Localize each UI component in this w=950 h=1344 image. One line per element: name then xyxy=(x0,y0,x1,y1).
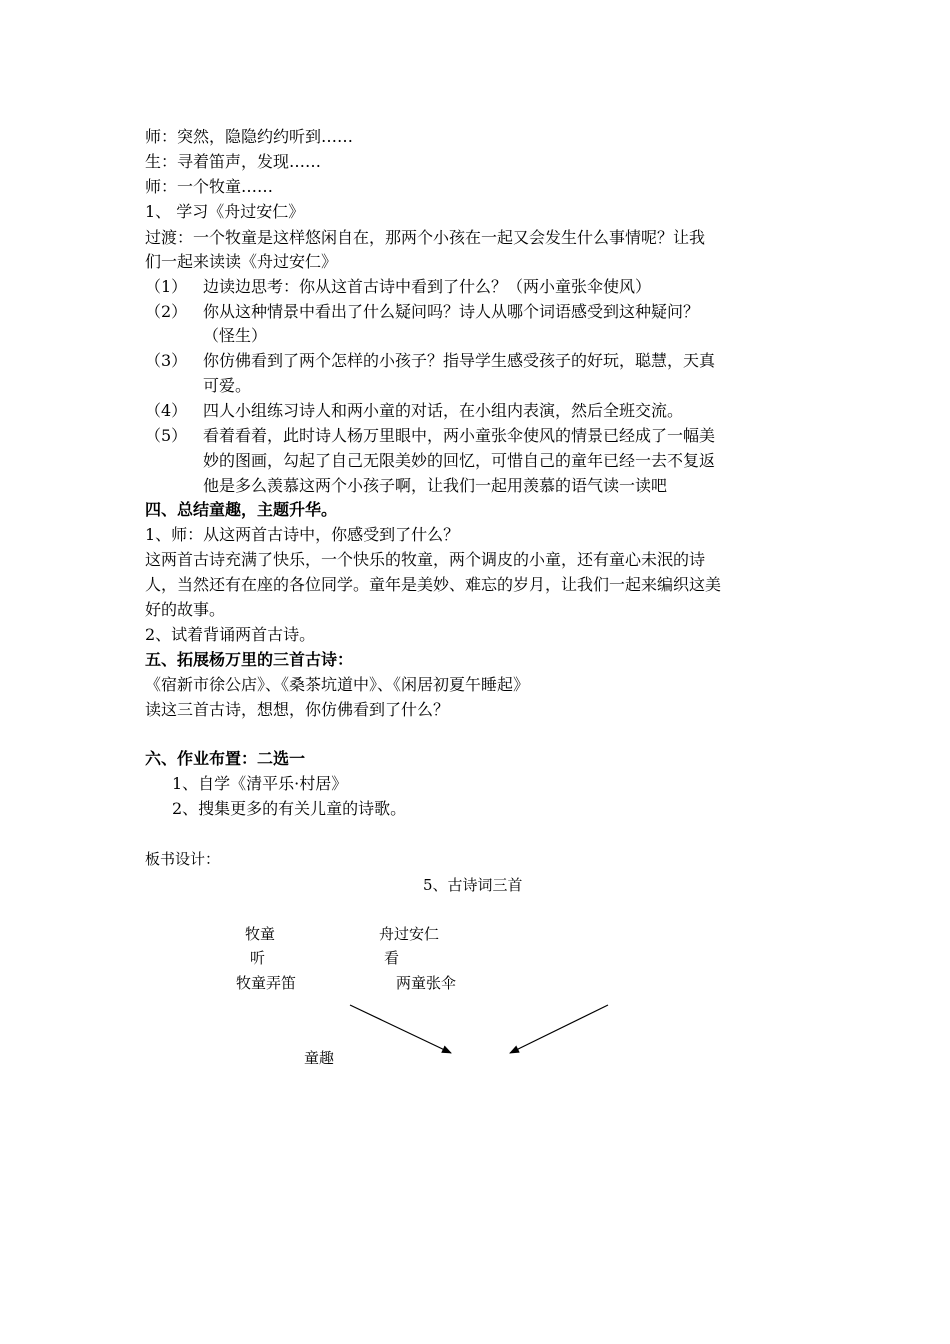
board-right-2: 看 xyxy=(384,949,400,967)
heading-section-6: 六、作业布置：二选一 xyxy=(145,749,306,768)
transition-line-2: 们一起来读读《舟过安仁》 xyxy=(145,252,338,271)
summary-line-3: 人，当然还有在座的各位同学。童年是美妙、难忘的岁月，让我们一起来编织这美 xyxy=(145,575,722,594)
board-left-1: 牧童 xyxy=(245,925,276,943)
dialogue-line-3: 师：一个牧童…… xyxy=(145,177,274,196)
summary-line-1: 1、师：从这两首古诗中，你感受到了什么？ xyxy=(145,525,460,544)
heading-section-4: 四、总结童趣，主题升华。 xyxy=(145,500,338,519)
dialogue-line-1: 师：突然，隐隐约约听到…… xyxy=(145,127,354,146)
homework-1: 1、自学《清平乐·村居》 xyxy=(172,774,348,793)
board-title: 5、古诗词三首 xyxy=(423,876,523,894)
board-label: 板书设计： xyxy=(145,850,221,868)
item-3-text: 你仿佛看到了两个怎样的小孩子？指导学生感受孩子的好玩，聪慧，天真 xyxy=(203,351,716,370)
homework-2: 2、搜集更多的有关儿童的诗歌。 xyxy=(172,799,407,818)
item-5-number: （5） xyxy=(145,426,188,445)
item-2-text-cont: （怪生） xyxy=(203,326,268,345)
item-1-number: （1） xyxy=(145,277,188,296)
item-2-text: 你从这种情景中看出了什么疑问吗？诗人从哪个词语感受到这种疑问？ xyxy=(203,302,700,321)
board-right-1: 舟过安仁 xyxy=(379,925,440,943)
section-learn-title: 1、 学习《舟过安仁》 xyxy=(145,202,305,221)
arrow-right xyxy=(510,1005,608,1053)
item-5-text-cont-2: 他是多么羡慕这两个小孩子啊，让我们一起用羡慕的语气读一读吧 xyxy=(203,476,668,495)
item-5-text-cont-1: 妙的图画，勾起了自己无限美妙的回忆，可惜自己的童年已经一去不复返 xyxy=(203,451,716,470)
board-bottom: 童趣 xyxy=(304,1049,335,1067)
board-left-2: 听 xyxy=(250,949,266,967)
item-3-number: （3） xyxy=(145,351,188,370)
heading-section-5: 五、拓展杨万里的三首古诗： xyxy=(145,650,354,669)
item-4-text: 四人小组练习诗人和两小童的对话，在小组内表演，然后全班交流。 xyxy=(203,401,684,420)
board-right-3: 两童张伞 xyxy=(396,974,457,992)
summary-line-5: 2、试着背诵两首古诗。 xyxy=(145,625,316,644)
item-3-text-cont: 可爱。 xyxy=(203,376,252,395)
item-1-text: 边读边思考：你从这首古诗中看到了什么？（两小童张伞使风） xyxy=(203,277,652,296)
board-left-3: 牧童弄笛 xyxy=(236,974,297,992)
extend-question: 读这三首古诗，想想，你仿佛看到了什么？ xyxy=(145,700,450,719)
item-4-number: （4） xyxy=(145,401,188,420)
dialogue-line-2: 生：寻着笛声，发现…… xyxy=(145,152,322,171)
arrow-left xyxy=(350,1005,451,1053)
summary-line-2: 这两首古诗充满了快乐，一个快乐的牧童，两个调皮的小童，还有童心未泯的诗 xyxy=(145,550,706,569)
item-2-number: （2） xyxy=(145,302,188,321)
summary-line-4: 好的故事。 xyxy=(145,600,226,619)
extend-poems: 《宿新市徐公店》、《桑茶坑道中》、《闲居初夏午睡起》 xyxy=(145,675,530,694)
item-5-text: 看着看着，此时诗人杨万里眼中，两小童张伞使风的情景已经成了一幅美 xyxy=(203,426,716,445)
transition-line-1: 过渡：一个牧童是这样悠闲自在，那两个小孩在一起又会发生什么事情呢？让我 xyxy=(145,228,706,247)
